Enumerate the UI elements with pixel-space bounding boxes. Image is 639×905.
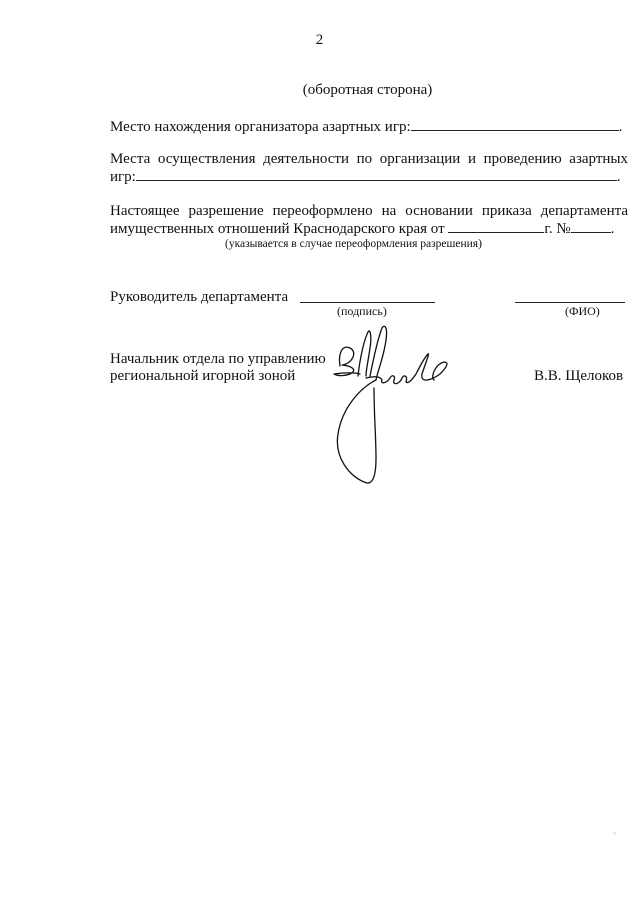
activity-places-label-line2: игр:	[110, 169, 136, 185]
reissue-line1: Настоящее разрешение переоформлено на основании приказа департамента	[110, 203, 628, 219]
head-signature-caption: (подпись)	[337, 304, 387, 318]
activity-places-end: .	[616, 169, 621, 185]
page-subtitle: (оборотная сторона)	[302, 82, 433, 98]
handwritten-signature	[320, 318, 470, 488]
reissue-date-field	[448, 220, 544, 233]
section-chief-label-line2: региональной игорной зоной	[110, 368, 296, 384]
activity-places-field	[136, 168, 617, 181]
scan-speck	[613, 832, 616, 835]
head-of-department-label: Руководитель департамента	[110, 289, 289, 305]
organizer-location-field	[411, 118, 619, 131]
reissue-note: (указывается в случае переоформления разрешения)	[225, 238, 482, 250]
reissue-number-field	[571, 220, 611, 233]
activity-places-row	[110, 168, 621, 186]
section-chief-label-line1: Начальник отдела по управлению	[110, 351, 326, 367]
activity-places-label-line1: Места осуществления деятельности по организации и проведению азартных	[110, 151, 628, 167]
reissue-end: .	[610, 221, 615, 237]
page-number: 2	[315, 32, 324, 48]
reissue-line2	[110, 220, 614, 238]
organizer-location-label: Место нахождения организатора азартных игр:	[110, 119, 411, 135]
head-signature-line	[300, 302, 435, 303]
organizer-location-row	[110, 118, 622, 136]
head-name-caption: (ФИО)	[565, 304, 600, 318]
reissue-year-number-label: г. №	[544, 221, 571, 237]
reissue-line2-prefix: имущественных отношений Краснодарского края от	[110, 221, 445, 237]
head-name-line	[515, 302, 625, 303]
organizer-location-end: .	[618, 119, 623, 135]
section-chief-name: В.В. Щелоков	[534, 368, 624, 384]
